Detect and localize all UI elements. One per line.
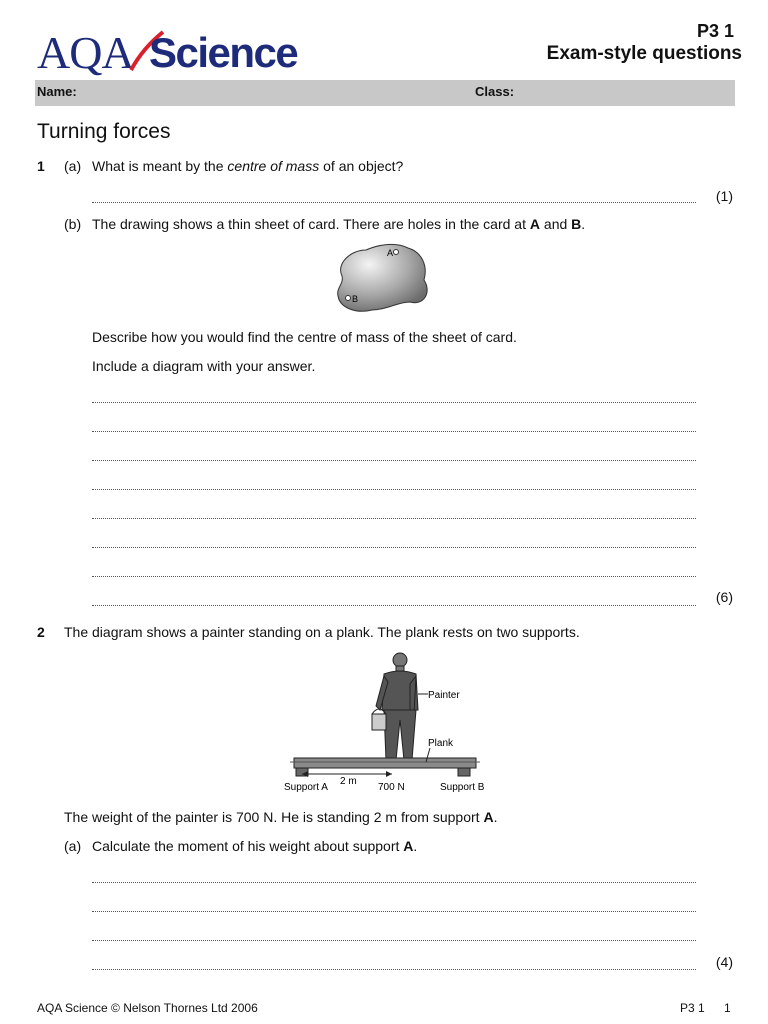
q2-intro: The diagram shows a painter standing on a plank. The plank rests on two supports. bbox=[64, 624, 580, 640]
q1b-label: (b) bbox=[64, 216, 82, 232]
card-label-b: B bbox=[352, 294, 359, 304]
q1b-describe: Describe how you would find the centre of mass of the sheet of card. bbox=[92, 329, 517, 345]
q2-weight-text: The weight of the painter is 700 N. He is standing 2 m from support A. bbox=[64, 809, 498, 825]
hole-a bbox=[394, 250, 399, 255]
answer-line[interactable] bbox=[92, 537, 696, 548]
answer-line[interactable] bbox=[92, 901, 696, 912]
q1b-marks: (6) bbox=[715, 589, 733, 605]
logo-aqa-text: AQA bbox=[37, 27, 134, 78]
answer-line[interactable] bbox=[92, 872, 696, 883]
label-distance: 2 m bbox=[340, 776, 357, 787]
answer-line[interactable] bbox=[92, 508, 696, 519]
support-b bbox=[458, 768, 470, 776]
q1a-label: (a) bbox=[64, 158, 82, 174]
label-support-a: Support A bbox=[284, 782, 328, 793]
logo-science-text: Science bbox=[149, 29, 298, 76]
answer-line[interactable] bbox=[92, 450, 696, 461]
q1b-include: Include a diagram with your answer. bbox=[92, 358, 316, 374]
answer-line[interactable] bbox=[92, 959, 696, 970]
painter-plank-diagram bbox=[280, 648, 500, 796]
label-plank: Plank bbox=[428, 738, 454, 749]
name-label: Name: bbox=[37, 84, 77, 99]
hole-b bbox=[346, 296, 351, 301]
answer-line[interactable] bbox=[92, 479, 696, 490]
label-support-b: Support B bbox=[440, 782, 485, 793]
class-label: Class: bbox=[475, 84, 515, 99]
footer-page-number: 1 bbox=[724, 1001, 731, 1015]
answer-line[interactable] bbox=[92, 595, 696, 606]
painter-figure bbox=[376, 653, 418, 764]
answer-line[interactable] bbox=[92, 566, 696, 577]
question-1-number: 1 bbox=[37, 158, 45, 174]
worksheet-code: P3 1 bbox=[696, 21, 734, 41]
q1a-text: What is meant by the centre of mass of an object? bbox=[92, 158, 404, 174]
aqa-science-logo bbox=[37, 26, 307, 78]
q2a-text: Calculate the moment of his weight about support A. bbox=[92, 838, 418, 854]
answer-line[interactable] bbox=[92, 392, 696, 403]
name-class-bar bbox=[35, 80, 735, 106]
card-label-a: A bbox=[387, 248, 394, 258]
paint-pot-icon bbox=[372, 709, 386, 730]
page-title: Turning forces bbox=[37, 120, 171, 143]
footer-page-code: P3 1 bbox=[680, 1001, 705, 1015]
answer-line[interactable] bbox=[92, 930, 696, 941]
question-2-number: 2 bbox=[37, 624, 45, 640]
q2a-label: (a) bbox=[64, 838, 82, 854]
answer-line[interactable] bbox=[92, 421, 696, 432]
card-diagram bbox=[332, 240, 432, 316]
answer-line[interactable] bbox=[92, 192, 696, 203]
q1b-text: The drawing shows a thin sheet of card. There are holes in the card at A and B. bbox=[92, 216, 586, 232]
label-force: 700 N bbox=[378, 782, 405, 793]
footer-copyright: AQA Science © Nelson Thornes Ltd 2006 bbox=[37, 1001, 258, 1015]
worksheet-subtitle: Exam-style questions bbox=[546, 43, 742, 64]
plank bbox=[290, 758, 480, 768]
label-painter: Painter bbox=[428, 690, 460, 701]
q2a-marks: (4) bbox=[715, 954, 733, 970]
q1a-marks: (1) bbox=[715, 188, 733, 204]
